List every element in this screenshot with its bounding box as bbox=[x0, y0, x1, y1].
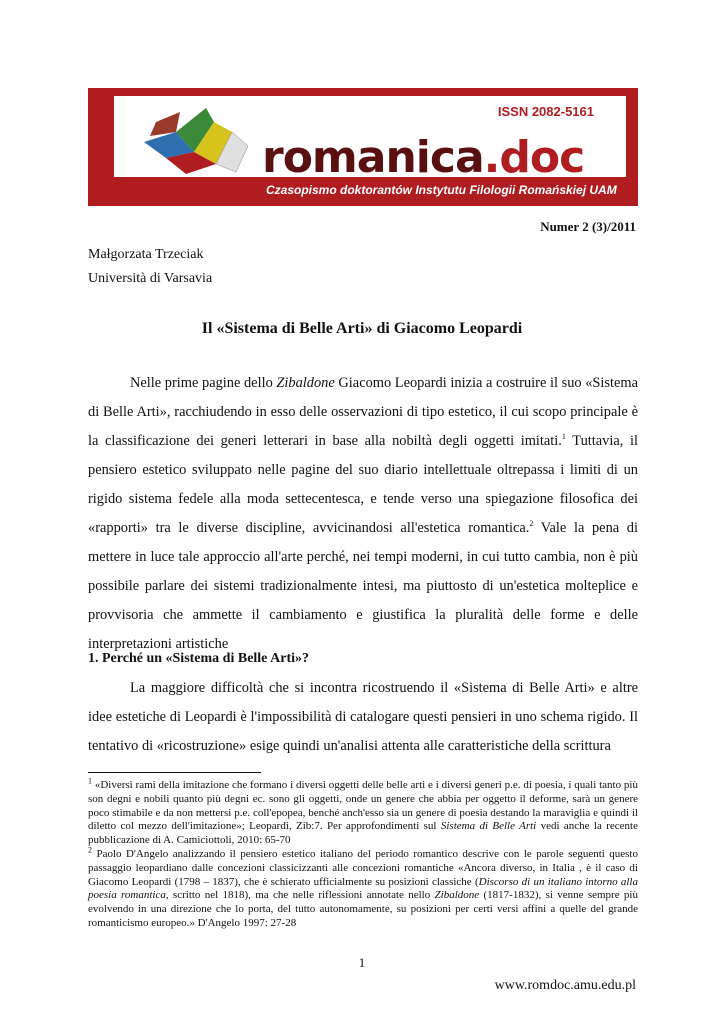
section-heading: 1. Perché un «Sistema di Belle Arti»? bbox=[88, 651, 309, 666]
logo-dot: . bbox=[483, 132, 500, 183]
issue-number: Numer 2 (3)/2011 bbox=[540, 219, 636, 234]
author-name: Małgorzata Trzeciak bbox=[88, 247, 204, 262]
section-text: La maggiore difficoltà che si incontra ricostruendo il «Sistema di Belle Arti» e altre idee estetiche di Leopardi è l'impossibilità di catalogare questi pensieri in uno schema rigido. Il tentativo di «ricostruzione» esige quindi un'analisi attenta alle caratteristiche della scrittura bbox=[88, 680, 638, 754]
footnote-2-italic-1: Discorso di un italiano intorno alla poesia romantica, bbox=[88, 875, 638, 902]
footnote-1-end: vedi anche la recente pubblicazione di A. Camiciottoli, 2010: 65-70 bbox=[88, 820, 638, 847]
journal-banner bbox=[88, 88, 638, 206]
intro-text-4: Vale la pena di mettere in luce tale approccio all'arte perché, nei tempi moderni, in cui tutto cambia, non è più possibile parlare dei sistemi tradizionalmente intesi, ma piuttosto di un'estetica molteplice e provvisoria che ammette il cambiamento e giustifica la pluralità delle forme e delle interpretazioni artistiche bbox=[88, 520, 638, 652]
intro-text-1: Nelle prime pagine dello bbox=[130, 375, 277, 391]
footnote-ref-1[interactable]: 1 bbox=[561, 432, 566, 442]
article-title: Il «Sistema di Belle Arti» di Giacomo Leopardi bbox=[201, 320, 523, 337]
intro-italic-zibaldone: Zibaldone bbox=[276, 375, 335, 391]
logo-word: romanica bbox=[262, 132, 484, 183]
footnote-divider bbox=[88, 772, 261, 773]
footnote-2-end: (1817-1832), si venne sempre più evolvendo in una direzione che lo porta, del tutto autonomamente, su posizioni per certi versi affini a quelle del grande romanticismo europeo.» D'Angelo 1997: 27-28 bbox=[88, 889, 638, 929]
footnote-1 bbox=[88, 776, 638, 848]
footnote-ref-2[interactable]: 2 bbox=[529, 519, 534, 529]
footnotes bbox=[88, 776, 638, 931]
journal-subtitle: Czasopismo doktorantów Instytutu Filologii Romańskiej UAM bbox=[266, 183, 617, 197]
footer-url[interactable]: www.romdoc.amu.edu.pl bbox=[494, 978, 636, 993]
logo-doc: doc bbox=[499, 132, 585, 183]
bird-logo-icon bbox=[136, 102, 256, 178]
footnote-2-mark: 2 bbox=[88, 845, 92, 855]
section-paragraph bbox=[88, 674, 638, 761]
banner-logo-area bbox=[114, 96, 626, 183]
issn-label: ISSN 2082-5161 bbox=[497, 104, 594, 119]
journal-logo-text bbox=[262, 132, 584, 184]
footnote-1-text: «Diversi rami della imitazione che formano i diversi oggetti delle belle arti e i diversi generi p.e. di poesia, i quali tanto più son degni e nobili quanto più degni ec. sono gli oggetti, onde un genere che abbia per oggetto il deforme, sarà un genere poco stimabile e da non mettersi p.e. coll'epopea, benché anch'esso sia un genere di poesia destando la maraviglia e quindi il diletto col mezzo dell'imitazione»; Leopardi, Zib:7. Per approfondimenti sul bbox=[88, 779, 638, 833]
intro-text-3: Tuttavia, il pensiero estetico sviluppato nelle pagine del suo diario intellettuale oltrepassa i limiti di un rigido sistema fedele alla moda settecentesca, e tende verso una spiegazione filosofica dei «rapporti» tra le diverse discipline, avvicinandosi all'estetica romantica. bbox=[88, 433, 638, 536]
footnote-1-mark: 1 bbox=[88, 776, 92, 786]
intro-text-2: Giacomo Leopardi inizia a costruire il suo «Sistema di Belle Arti», racchiudendo in esso delle osservazioni di tipo estetico, il cui scopo principale è la classificazione dei generi letterari in base alla nobiltà degli oggetti imitati. bbox=[88, 375, 638, 449]
page-number: 1 bbox=[358, 955, 366, 970]
footnote-2-text: Paolo D'Angelo analizzando il pensiero estetico italiano del periodo romantico descrive con le parole seguenti questo passaggio leopardiano dalle concezioni classicizzanti alle concezioni romantiche «Ancora diverso, in Italia , è il caso di Giacomo Leopardi (1798 – 1837), che è schierato ufficialmente su posizioni classiche ( bbox=[88, 847, 638, 888]
footnote-1-italic: Sistema di Belle Arti bbox=[440, 820, 537, 833]
footnote-2 bbox=[88, 845, 638, 931]
footnote-2-italic-2: Zibaldone bbox=[434, 889, 480, 902]
author-block bbox=[88, 243, 212, 291]
footnote-2-mid: scritto nel 1818), ma che nelle riflessioni annotate nello bbox=[168, 889, 435, 902]
intro-paragraph bbox=[88, 369, 638, 659]
author-affiliation: Università di Varsavia bbox=[88, 271, 213, 286]
